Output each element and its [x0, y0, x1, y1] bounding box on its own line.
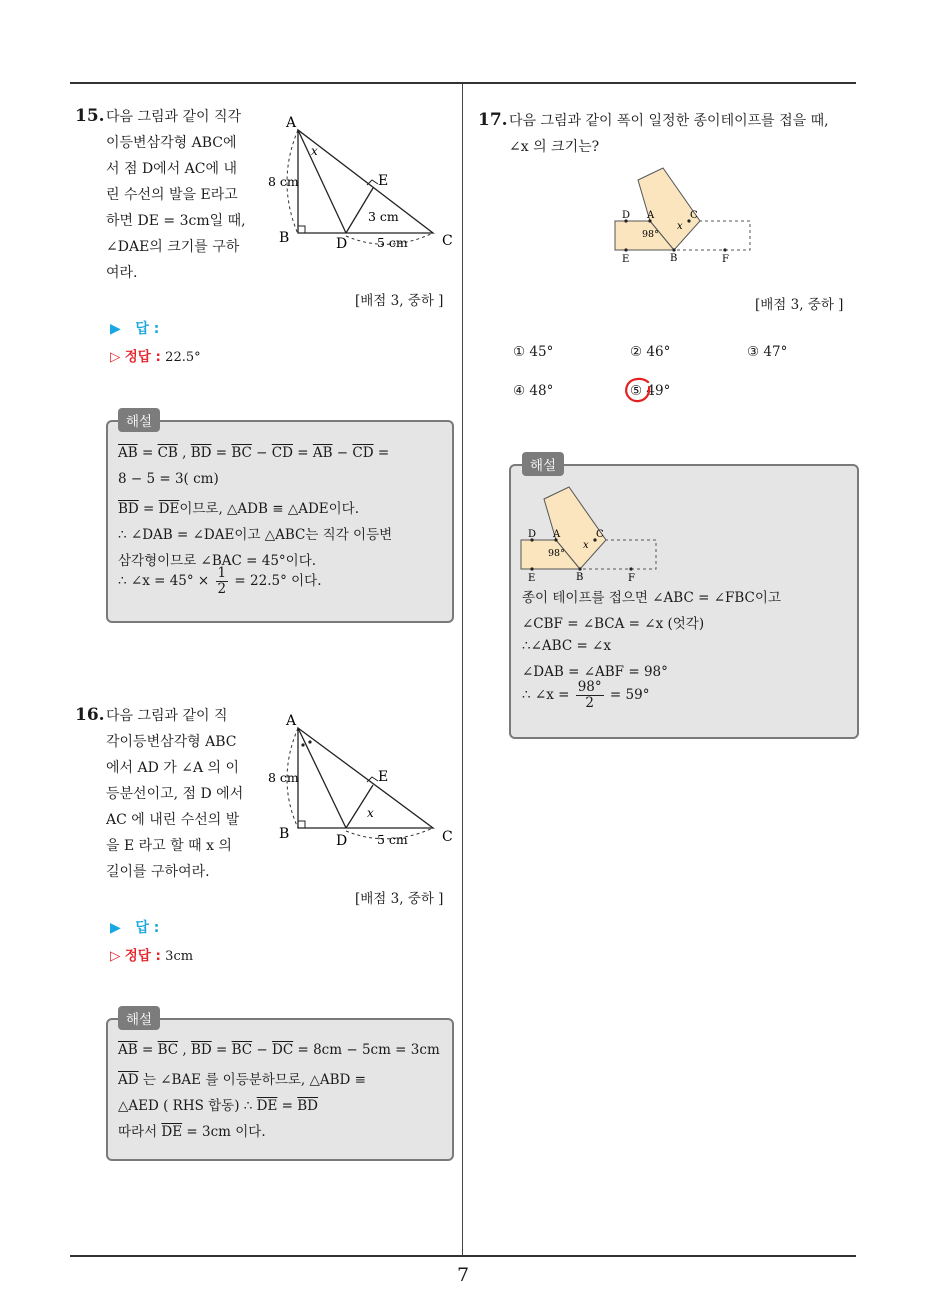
q15-fig-label-8cm: 8 cm — [268, 174, 299, 189]
seg: $\overline{CD}$ — [352, 445, 374, 461]
seg: $\overline{DE}$ — [161, 1124, 183, 1140]
txt: 이므로, △ADB ≡ △ADE이다. — [179, 501, 360, 517]
q17-number: 17. — [478, 110, 508, 130]
q16-solution-tag: 해설 — [118, 1006, 160, 1030]
q16-answer-row — [110, 917, 159, 937]
txt: = 59° — [605, 687, 650, 703]
q16-fig-label-d: D — [336, 833, 348, 849]
q15-fig-label-c: C — [442, 233, 453, 249]
q17-fig-label-a: A — [647, 210, 655, 221]
q15-fig-label-x: x — [311, 144, 318, 158]
q16-sol-line3 — [118, 1094, 318, 1114]
seg: $\overline{BC}$ — [231, 1042, 253, 1058]
q17-fig-label-f: F — [722, 254, 729, 265]
txt: = — [211, 1042, 232, 1058]
q15-correct-label: 정답 : — [124, 349, 161, 365]
q15-fig-label-d: D — [336, 236, 348, 252]
txt: = — [373, 445, 390, 461]
q16-fig-label-e: E — [378, 769, 389, 785]
q16-line: 에서 AD 가 ∠A 의 이 — [106, 760, 240, 776]
column-divider — [462, 84, 463, 1256]
choice-1[interactable]: ① 45° — [513, 344, 554, 360]
q15-sol-line3 — [118, 497, 359, 517]
q17s-fig-label-c: C — [596, 529, 604, 540]
q16-fig-label-x: x — [367, 806, 374, 820]
q15-line: 서 점 D에서 AC에 내 — [106, 161, 237, 177]
seg: $\overline{BC}$ — [157, 1042, 179, 1058]
q17-fig-label-c: C — [690, 210, 698, 221]
numerator: 98° — [577, 679, 602, 695]
q15-score: [배점 3, 중하 ] — [355, 293, 444, 309]
q15-correct-value: 22.5° — [165, 350, 201, 365]
q16-sol-line4 — [118, 1120, 266, 1140]
txt: = — [137, 1042, 158, 1058]
q15-fig-label-5cm: 5 cm — [377, 235, 408, 250]
txt: − — [332, 445, 353, 461]
q17s-fig-label-d: D — [528, 529, 537, 540]
q17-line: 다음 그림과 같이 폭이 일정한 종이테이프를 접을 때, — [509, 113, 829, 129]
q17-fig-label-e: E — [622, 254, 630, 265]
txt: − — [252, 1042, 273, 1058]
seg: $\overline{AB}$ — [118, 445, 138, 461]
q17-score: [배점 3, 중하 ] — [755, 297, 844, 313]
q16-score: [배점 3, 중하 ] — [355, 891, 444, 907]
seg: $\overline{CD}$ — [271, 445, 293, 461]
numerator: 1 — [217, 565, 227, 581]
txt: = — [137, 445, 158, 461]
q16-line: AC 에 내린 수선의 발 — [106, 812, 240, 828]
q15-correct-row — [110, 345, 201, 365]
bottom-rule — [70, 1255, 856, 1257]
q17s-fig-label-98: 98° — [548, 548, 565, 559]
q15-fig-label-3cm: 3 cm — [368, 209, 399, 224]
q17-sol-line2: ∠CBF = ∠BCA = ∠x (엇각) — [522, 616, 705, 632]
q16-correct-row — [110, 944, 193, 964]
seg: $\overline{DE}$ — [256, 1098, 278, 1114]
top-rule — [70, 82, 856, 84]
denominator: 2 — [217, 581, 227, 597]
q15-line: 하면 DE = 3cm일 때, — [106, 213, 246, 229]
q17-solution-tag: 해설 — [522, 452, 564, 476]
fraction — [216, 566, 229, 597]
seg: $\overline{BD}$ — [297, 1098, 319, 1114]
q16-fig-label-a: A — [286, 713, 297, 729]
q17-fig-label-x: x — [677, 221, 683, 232]
q15-fig-label-a: A — [286, 115, 297, 131]
q16-text — [106, 703, 243, 885]
q17s-fig-label-a: A — [553, 529, 561, 540]
txt: 따라서 — [118, 1124, 162, 1140]
q16-fig-label-8cm: 8 cm — [268, 770, 299, 785]
q16-correct-value: 3cm — [165, 949, 194, 964]
q17s-fig-label-f: F — [628, 573, 635, 584]
q15-sol-line5: 삼각형이므로 ∠BAC = 45°이다. — [118, 553, 317, 569]
txt: = — [292, 445, 313, 461]
txt: = 8cm − 5cm = 3cm — [293, 1042, 440, 1058]
q16-answer-label: 답 : — [135, 920, 160, 936]
seg: $\overline{BC}$ — [231, 445, 252, 461]
q17-fig-label-b: B — [670, 253, 678, 264]
txt: ∴ ∠x = 45° × — [118, 573, 214, 589]
q17-fig-label-98: 98° — [642, 229, 659, 240]
q17-sol-line5 — [522, 680, 649, 711]
q16-number: 16. — [75, 705, 105, 725]
q16-fig-label-c: C — [442, 829, 453, 845]
denominator: 2 — [585, 695, 594, 711]
q17-fig-label-d: D — [622, 210, 631, 221]
q15-sol-line2: 8 − 5 = 3( cm) — [118, 471, 219, 487]
q15-number: 15. — [75, 106, 105, 126]
q17-sol-line3: ∴∠ABC = ∠x — [522, 638, 611, 654]
q16-sol-line1 — [118, 1042, 440, 1058]
seg: $\overline{BD}$ — [118, 501, 139, 517]
outline-triangle-icon: ▷ — [110, 349, 121, 365]
fraction — [576, 680, 604, 711]
q15-answer-label: 답 : — [135, 321, 160, 337]
outline-triangle-icon: ▷ — [110, 948, 121, 964]
q15-line: 다음 그림과 같이 직각 — [106, 109, 242, 125]
q17-figure — [612, 165, 757, 267]
q17-sol-line4: ∠DAB = ∠ABF = 98° — [522, 664, 668, 680]
q16-line: 등분선이고, 점 D 에서 — [106, 786, 244, 802]
txt: 는 ∠BAE 를 이등분하므로, △ABD ≡ — [138, 1072, 366, 1088]
q16-sol-line2 — [118, 1068, 366, 1088]
q17s-fig-label-b: B — [576, 572, 584, 583]
q17s-fig-label-x: x — [583, 540, 589, 551]
txt: ∴ ∠x = — [522, 687, 574, 703]
q15-fig-label-e: E — [378, 173, 389, 189]
txt: = 3cm 이다. — [182, 1124, 266, 1140]
q16-line: 각이등변삼각형 ABC — [106, 734, 237, 750]
q15-line: 린 수선의 발을 E라고 — [106, 187, 238, 203]
q17-solution-figure — [518, 484, 663, 586]
q16-fig-label-5cm: 5 cm — [377, 832, 408, 847]
q16-figure — [268, 710, 462, 856]
q17s-fig-label-e: E — [528, 573, 536, 584]
q15-figure — [268, 112, 462, 258]
q15-answer-row — [110, 318, 159, 338]
txt: △AED ( RHS 합동) ∴ — [118, 1098, 257, 1114]
txt: − — [251, 445, 272, 461]
q16-fig-label-b: B — [279, 826, 290, 842]
q16-line: 다음 그림과 같이 직 — [106, 708, 228, 724]
q15-text — [106, 104, 246, 286]
seg: $\overline{DE}$ — [158, 501, 180, 517]
q17-text — [509, 108, 829, 160]
choice-4[interactable]: ④ 48° — [513, 383, 554, 399]
choice-2[interactable]: ② 46° — [630, 344, 671, 360]
q17-sol-line1: 종이 테이프를 접으면 ∠ABC = ∠FBC이고 — [522, 590, 781, 606]
play-icon: ▶ — [110, 321, 121, 337]
selected-circle-mark — [622, 376, 656, 406]
choice-5[interactable]: ⑤ 49° — [630, 383, 671, 399]
txt: = — [211, 445, 232, 461]
q16-line: 길이를 구하여라. — [106, 864, 210, 880]
q15-solution-tag: 해설 — [118, 408, 160, 432]
txt: , — [178, 1042, 191, 1058]
seg: $\overline{CB}$ — [157, 445, 178, 461]
q15-sol-line4: ∴ ∠DAB = ∠DAE이고 △ABC는 직각 이등변 — [118, 527, 393, 543]
q15-fig-label-b: B — [279, 230, 290, 246]
page-number: 7 — [456, 1264, 470, 1286]
play-icon: ▶ — [110, 920, 121, 936]
seg: $\overline{BD}$ — [190, 1042, 212, 1058]
seg: $\overline{DC}$ — [272, 1042, 294, 1058]
seg: $\overline{AB}$ — [118, 1042, 138, 1058]
txt: , — [177, 445, 191, 461]
q15-line: 이등변삼각형 ABC에 — [106, 135, 237, 151]
q15-line: 여라. — [106, 265, 138, 281]
q16-correct-label: 정답 : — [124, 948, 161, 964]
txt: = — [277, 1098, 298, 1114]
seg: $\overline{AD}$ — [118, 1072, 139, 1088]
txt: = — [138, 501, 159, 517]
txt: = 22.5° 이다. — [230, 573, 322, 589]
choice-3[interactable]: ③ 47° — [747, 344, 788, 360]
q15-line: ∠DAE의 크기를 구하 — [106, 239, 240, 255]
q15-sol-line6 — [118, 566, 322, 597]
q15-sol-line1 — [118, 445, 389, 461]
q16-line: 을 E 라고 할 때 x 의 — [106, 838, 232, 854]
q17-line: ∠x 의 크기는? — [509, 139, 600, 155]
seg: $\overline{BD}$ — [190, 445, 212, 461]
seg: $\overline{AB}$ — [312, 445, 333, 461]
